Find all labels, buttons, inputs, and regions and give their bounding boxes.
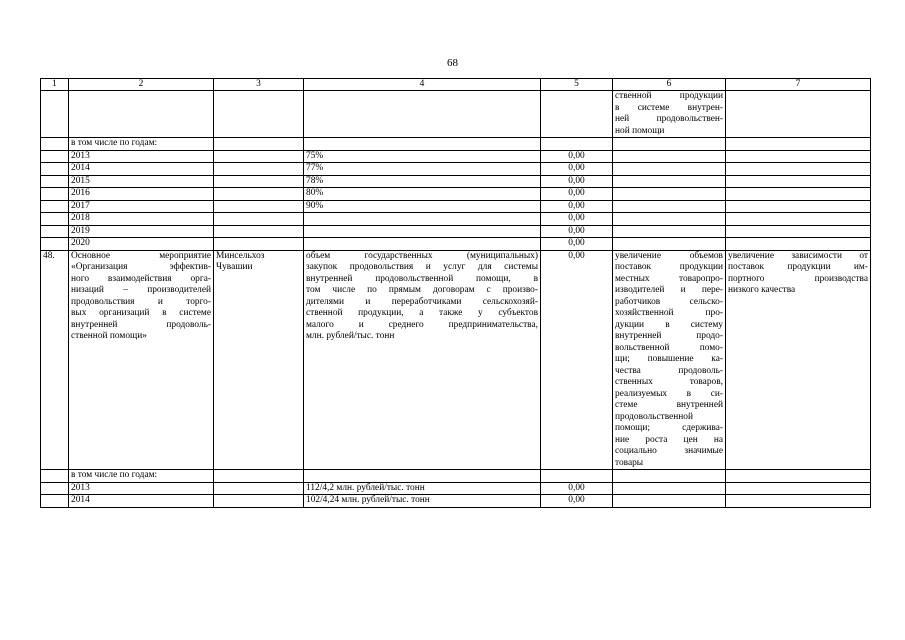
item-effect xyxy=(613,250,726,470)
text-line: поставок продукции xyxy=(615,262,723,272)
text-line: том числе по прямым договорам с произво- xyxy=(306,285,538,295)
text-line: работчиков сельско- xyxy=(615,296,723,307)
funding-cell: 0,00 xyxy=(541,150,613,163)
program-table xyxy=(40,78,871,508)
funding-cell: 0,00 xyxy=(541,188,613,201)
indicator-value-cell: 80% xyxy=(304,188,541,201)
text-line: млн. рублей/тыс. тонн xyxy=(306,331,395,341)
page-number: 68 xyxy=(447,57,458,69)
year-row xyxy=(41,188,871,201)
year-cell: 2015 xyxy=(69,175,214,188)
text-line: ственных товаров, xyxy=(615,377,723,387)
year-row xyxy=(41,495,871,508)
header-cell: 3 xyxy=(214,79,304,91)
text-line: поставок продукции им- xyxy=(728,262,868,272)
year-cell: 2013 xyxy=(69,150,214,163)
item-indicator xyxy=(304,250,541,470)
text-line: ной помощи xyxy=(615,125,665,136)
text-line: Минсельхоз xyxy=(216,250,265,261)
year-cell: 2016 xyxy=(69,188,214,201)
year-row xyxy=(41,482,871,495)
text-line: вых организаций в системе xyxy=(71,308,211,318)
indicator-value-cell: 78% xyxy=(304,175,541,188)
year-cell: 2017 xyxy=(69,200,214,213)
year-row xyxy=(41,175,871,188)
text-line: Чувашии xyxy=(216,262,253,272)
year-row xyxy=(41,150,871,163)
years-label-row xyxy=(41,138,871,151)
years-label: в том числе по годам: xyxy=(69,138,214,151)
funding-cell: 0,00 xyxy=(541,200,613,213)
year-cell: 2019 xyxy=(69,225,214,238)
year-cell: 2013 xyxy=(69,482,214,495)
item-value: 0,00 xyxy=(541,250,613,470)
item-title xyxy=(69,250,214,470)
funding-cell: 0,00 xyxy=(541,482,613,495)
header-cell: 2 xyxy=(69,79,214,91)
year-cell: 2020 xyxy=(69,238,214,251)
indicator-value-cell xyxy=(304,225,541,238)
text-line: чества продоволь- xyxy=(615,365,723,376)
text-line: «Организация эффектив- xyxy=(71,262,211,272)
text-line: внутренней продоволь- xyxy=(71,319,211,330)
funding-cell: 0,00 xyxy=(541,225,613,238)
year-row xyxy=(41,213,871,226)
text-line: Основное мероприятие xyxy=(71,250,211,261)
text-line: социально значимые xyxy=(615,446,723,456)
text-line: внутренней продовольственной помощи, в xyxy=(306,273,538,284)
text-line: продовольственной xyxy=(615,411,693,422)
text-line: ней продовольствен- xyxy=(615,114,723,124)
text-line: увеличение зависимости от xyxy=(728,250,868,261)
text-line: помощи; сдержива- xyxy=(615,423,723,433)
indicator-value-cell: 90% xyxy=(304,200,541,213)
text-line: ственной продукции, а также у субъектов xyxy=(306,308,538,318)
text-line: изводителей и пере- xyxy=(615,285,723,295)
text-line: объем государственных (муниципальных) xyxy=(306,250,538,261)
item-number: 48. xyxy=(41,250,69,470)
text-line: увеличение объемов xyxy=(615,250,723,261)
funding-cell: 0,00 xyxy=(541,163,613,176)
year-cell: 2014 xyxy=(69,163,214,176)
text-line: портного производства xyxy=(728,273,868,284)
text-line: в системе внутрен- xyxy=(615,102,723,113)
text-line: дукции в систему xyxy=(615,319,723,330)
text-line: внутренней продо- xyxy=(615,331,723,341)
header-cell: 1 xyxy=(41,79,69,91)
text-line: хозяйственной про- xyxy=(615,308,723,318)
text-line: ние роста цен на xyxy=(615,434,723,445)
text-line: реализуемых в си- xyxy=(615,388,723,399)
header-row xyxy=(41,79,871,91)
header-cell: 7 xyxy=(726,79,871,91)
indicator-value-cell: 75% xyxy=(304,150,541,163)
text-line: малого и среднего предпринимательства, xyxy=(306,319,538,330)
text-line: вольственной помо- xyxy=(615,342,723,353)
indicator-value-cell: 102/4,24 млн. рублей/тыс. тонн xyxy=(304,495,541,508)
item-responsible xyxy=(214,250,304,470)
indicator-value-cell: 77% xyxy=(304,163,541,176)
years-label: в том числе по годам: xyxy=(69,470,214,483)
year-cell: 2018 xyxy=(69,213,214,226)
header-cell: 6 xyxy=(613,79,726,91)
text-line: стеме внутренней xyxy=(615,400,723,410)
indicator-value-cell xyxy=(304,238,541,251)
year-row xyxy=(41,238,871,251)
text-line: закупок продовольствия и услуг для системы xyxy=(306,262,538,272)
year-row xyxy=(41,225,871,238)
funding-cell: 0,00 xyxy=(541,238,613,251)
continuation-row xyxy=(41,91,871,138)
years-label-row xyxy=(41,470,871,483)
funding-cell: 0,00 xyxy=(541,213,613,226)
funding-cell: 0,00 xyxy=(541,495,613,508)
text-line: товары xyxy=(615,457,644,468)
header-cell: 5 xyxy=(541,79,613,91)
item-48-row xyxy=(41,250,871,470)
header-cell: 4 xyxy=(304,79,541,91)
year-row xyxy=(41,200,871,213)
text-line: щи; повышение ка- xyxy=(615,354,723,364)
text-line: ственной продукции xyxy=(615,91,723,101)
text-line: продовольствия и торго- xyxy=(71,296,211,307)
text-line: дителями и переработчиками сельскохозяй- xyxy=(306,296,538,307)
item-consequence xyxy=(726,250,871,470)
text-line: низкого качества xyxy=(728,285,796,295)
year-row xyxy=(41,163,871,176)
indicator-value-cell: 112/4,2 млн. рублей/тыс. тонн xyxy=(304,482,541,495)
text-line: низаций – производителей xyxy=(71,285,211,295)
funding-cell: 0,00 xyxy=(541,175,613,188)
text-line: местных товаропро- xyxy=(615,273,723,284)
cont-col6 xyxy=(613,91,726,138)
year-cell: 2014 xyxy=(69,495,214,508)
text-line: ного взаимодействия орга- xyxy=(71,273,211,284)
indicator-value-cell xyxy=(304,213,541,226)
text-line: ственной помощи» xyxy=(71,331,147,341)
